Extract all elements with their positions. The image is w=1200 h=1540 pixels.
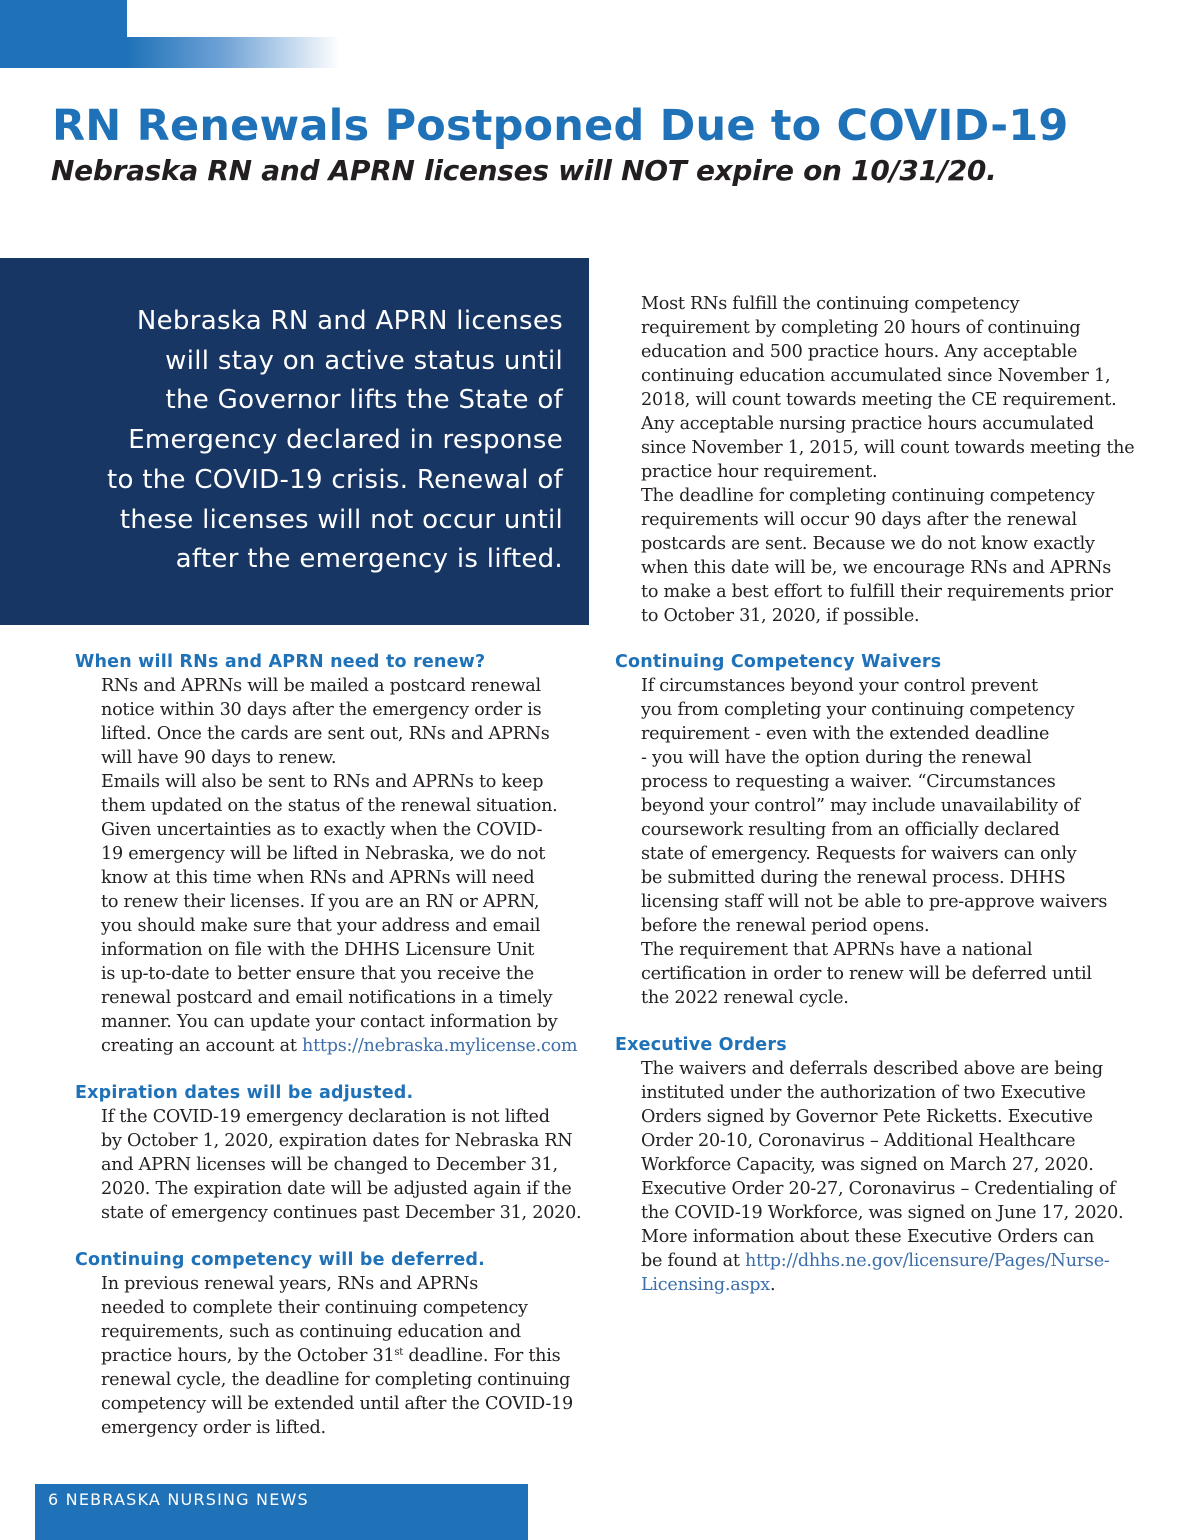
expiration-paragraph (75, 1105, 595, 1225)
when-paragraph-2 (75, 770, 595, 818)
callout-line: will stay on active status until (165, 345, 563, 376)
text-line: education and 500 practice hours. Any acceptable (641, 342, 1078, 362)
text-line: know at this time when RNs and APRNs will need (101, 868, 535, 888)
text-line: information on file with the DHHS Licensure Unit (101, 940, 535, 960)
text-line: requirement by completing 20 hours of continuing (641, 318, 1081, 338)
section-heading-expiration: Expiration dates will be adjusted. (75, 1083, 414, 1103)
text-line: More information about these Executive Orders can (641, 1227, 1095, 1247)
text-line: and APRN licenses will be changed to December 31, (101, 1155, 558, 1175)
callout-text (53, 302, 563, 580)
callout-line: to the COVID-19 crisis. Renewal of (106, 464, 563, 495)
mylicense-link[interactable]: https://nebraska.mylicense.com (301, 1036, 578, 1056)
text-line: lifted. Once the cards are sent out, RNs and APRNs (101, 724, 550, 744)
right-column (615, 650, 1145, 1297)
text-line: instituted under the authorization of two Executive (641, 1083, 1086, 1103)
text-line: postcards are sent. Because we do not know exactly (641, 534, 1095, 554)
text-line: Executive Order 20-27, Coronavirus – Credentialing of (641, 1179, 1116, 1199)
text-line: Most RNs fulfill the continuing competency (641, 294, 1020, 314)
deferred-paragraph (75, 1272, 595, 1440)
text-fragment: . (769, 1275, 776, 1295)
section-heading-when-renew: When will RNs and APRN need to renew? (75, 652, 486, 672)
text-line: to October 31, 2020, if possible. (641, 606, 920, 626)
footer-page-label: 6 NEBRASKA NURSING NEWS (48, 1490, 309, 1509)
text-line: when this date will be, we encourage RNs and APRNs (641, 558, 1111, 578)
section-heading-executive-orders: Executive Orders (615, 1035, 787, 1055)
text-line: requirements will occur 90 days after the renewal (641, 510, 1077, 530)
header-gradient-bar (127, 37, 340, 68)
text-line: since November 1, 2015, will count towards meeting the (641, 438, 1135, 458)
text-line: them updated on the status of the renewal situation. (101, 796, 558, 816)
text-line: the 2022 renewal cycle. (641, 988, 849, 1008)
page-subtitle: Nebraska RN and APRN licenses will NOT expire on 10/31/20. (51, 154, 997, 187)
text-fragment: deadline. For this (403, 1346, 561, 1366)
text-line: process to requesting a waiver. “Circumstances (641, 772, 1056, 792)
intro-paragraph-1 (615, 292, 1145, 484)
text-line: emergency order is lifted. (101, 1418, 326, 1438)
text-line: requirements, such as continuing education and (101, 1322, 521, 1342)
text-line: competency will be extended until after the COVID-19 (101, 1394, 573, 1414)
text-line (615, 1273, 1145, 1297)
text-line: Order 20-10, Coronavirus – Additional Healthcare (641, 1131, 1076, 1151)
ordinal-suffix: st (394, 1347, 404, 1358)
text-line: practice hour requirement. (641, 462, 878, 482)
text-line (75, 1344, 595, 1368)
text-line: RNs and APRNs will be mailed a postcard renewal (101, 676, 541, 696)
text-line: beyond your control” may include unavailability of (641, 796, 1080, 816)
dhhs-link-part-2[interactable]: Licensing.aspx (641, 1275, 770, 1295)
text-line: renewal postcard and email notifications in a timely (101, 988, 553, 1008)
text-line: coursework resulting from an officially declared (641, 820, 1060, 840)
text-line: Orders signed by Governor Pete Ricketts. Executive (641, 1107, 1093, 1127)
text-line: the COVID-19 Workforce, was signed on June 17, 2020. (641, 1203, 1124, 1223)
text-line: - you will have the option during the renewal (641, 748, 1032, 768)
text-line: The waivers and deferrals described above are being (641, 1059, 1103, 1079)
text-line: renewal cycle, the deadline for completing continuing (101, 1370, 571, 1390)
left-column (75, 650, 595, 1440)
text-line (615, 1249, 1145, 1273)
text-line: licensing staff will not be able to pre-approve waivers (641, 892, 1108, 912)
text-line: certification in order to renew will be deferred until (641, 964, 1092, 984)
when-paragraph-1 (75, 674, 595, 770)
text-line: to renew their licenses. If you are an RN or APRN, (101, 892, 540, 912)
text-line: before the renewal period opens. (641, 916, 930, 936)
text-fragment: creating an account at (101, 1036, 302, 1056)
text-line: 2018, will count towards meeting the CE requirement. (641, 390, 1117, 410)
callout-line: these licenses will not occur until (119, 504, 563, 535)
text-line: The deadline for completing continuing competency (641, 486, 1095, 506)
text-line: state of emergency. Requests for waivers can only (641, 844, 1077, 864)
section-heading-deferred: Continuing competency will be deferred. (75, 1250, 486, 1270)
text-line: continuing education accumulated since November 1, (641, 366, 1111, 386)
text-line: needed to complete their continuing competency (101, 1298, 528, 1318)
section-heading-waivers: Continuing Competency Waivers (615, 652, 942, 672)
when-paragraph-3 (75, 818, 595, 1058)
text-line: The requirement that APRNs have a national (641, 940, 1033, 960)
text-line: you from completing your continuing competency (641, 700, 1075, 720)
text-line: manner. You can update your contact information by (101, 1012, 558, 1032)
orders-paragraph (615, 1057, 1145, 1297)
waivers-paragraph-2 (615, 938, 1145, 1010)
text-fragment: be found at (641, 1251, 746, 1271)
callout-box (0, 258, 589, 625)
text-line: to make a best effort to fulfill their requirements prior (641, 582, 1113, 602)
text-line: by October 1, 2020, expiration dates for Nebraska RN (101, 1131, 573, 1151)
text-line: If the COVID-19 emergency declaration is not lifted (101, 1107, 550, 1127)
text-line: Any acceptable nursing practice hours accumulated (641, 414, 1094, 434)
header-color-block (0, 0, 127, 68)
waivers-paragraph-1 (615, 674, 1145, 938)
intro-paragraph-2 (615, 484, 1145, 628)
right-column-intro (615, 292, 1145, 628)
text-line: Emails will also be sent to RNs and APRNs to keep (101, 772, 544, 792)
text-line: Given uncertainties as to exactly when the COVID- (101, 820, 543, 840)
text-line: 2020. The expiration date will be adjusted again if the (101, 1179, 572, 1199)
text-line: Workforce Capacity, was signed on March 27, 2020. (641, 1155, 1094, 1175)
callout-line: Nebraska RN and APRN licenses (136, 306, 563, 336)
callout-line: the Governor lifts the State of (165, 385, 563, 416)
text-line (75, 1034, 595, 1058)
text-line: In previous renewal years, RNs and APRNs (101, 1274, 479, 1294)
text-line: be submitted during the renewal process. DHHS (641, 868, 1066, 888)
text-line: state of emergency continues past December 31, 2020. (101, 1203, 582, 1223)
callout-line: after the emergency is lifted. (175, 544, 563, 575)
text-line: notice within 30 days after the emergency order is (101, 700, 542, 720)
text-line: is up-to-date to better ensure that you receive the (101, 964, 534, 984)
text-line: you should make sure that your address and email (101, 916, 541, 936)
page-title: RN Renewals Postponed Due to COVID-19 (52, 101, 1069, 151)
footer-bar (35, 1484, 528, 1540)
dhhs-link-part-1[interactable]: http://dhhs.ne.gov/licensure/Pages/Nurse- (745, 1251, 1110, 1271)
text-line: 19 emergency will be lifted in Nebraska, we do not (101, 844, 546, 864)
text-line: requirement - even with the extended deadline (641, 724, 1050, 744)
callout-line: Emergency declared in response (128, 425, 563, 456)
text-line: If circumstances beyond your control prevent (641, 676, 1038, 696)
text-fragment: practice hours, by the October 31 (101, 1346, 395, 1366)
text-line: will have 90 days to renew. (101, 748, 337, 768)
